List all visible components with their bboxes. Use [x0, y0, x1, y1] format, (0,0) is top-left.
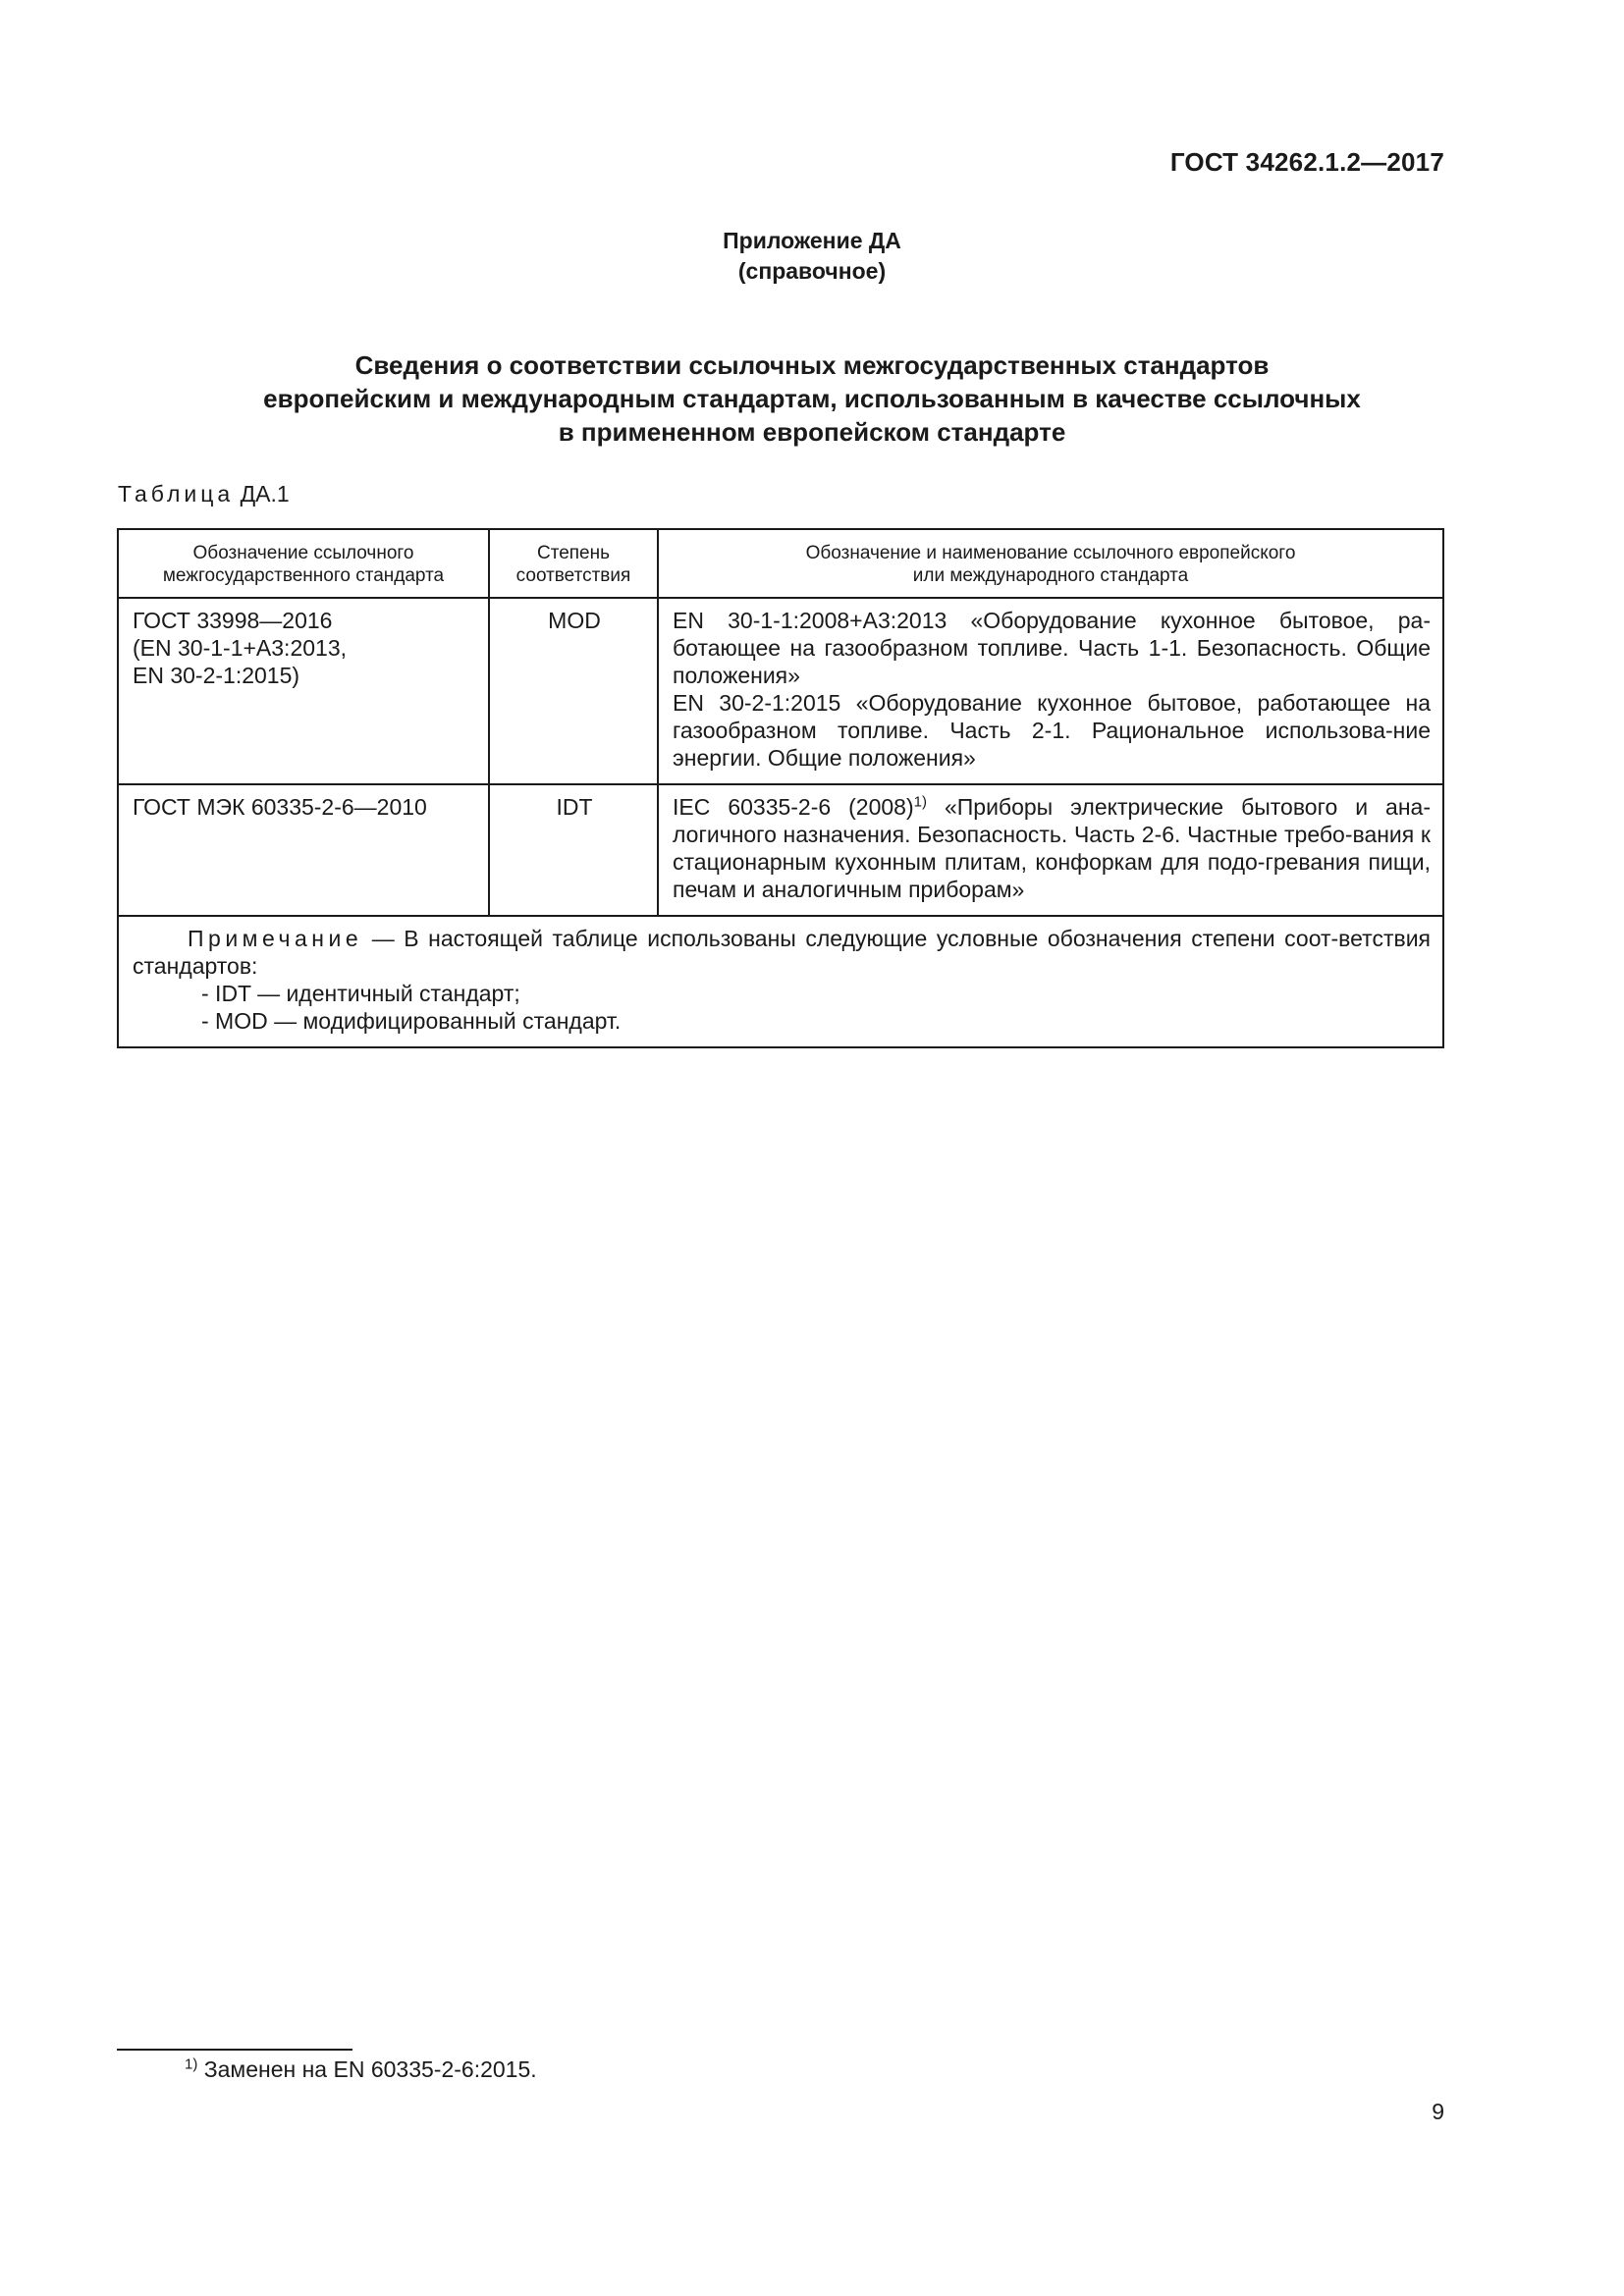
table-header-row [118, 529, 1443, 598]
note-text: — В настоящей таблице использованы следующие условные обозначения степени соот-ветствия стандартов: [133, 926, 1431, 979]
standard-line: ГОСТ МЭК 60335-2-6—2010 [133, 794, 427, 820]
cell-standard [118, 598, 489, 784]
annex-heading [0, 226, 1624, 287]
document-title [0, 348, 1624, 449]
description-prefix: IEC 60335-2-6 (2008) [673, 794, 914, 820]
note-list-item: - IDT — идентичный стандарт; [201, 981, 520, 1006]
correspondence-table [117, 528, 1444, 1048]
document-title-line: Сведения о соответствии ссылочных межгосударственных стандартов [354, 350, 1270, 380]
standard-code-header: ГОСТ 34262.1.2—2017 [1169, 147, 1444, 177]
table-row [118, 598, 1443, 784]
header-line: или международного стандарта [912, 565, 1189, 586]
footnote [185, 2056, 537, 2083]
standard-line: EN 30-2-1:2015) [133, 663, 300, 688]
cell-degree: MOD [489, 598, 658, 784]
cell-description [658, 784, 1443, 916]
header-degree [489, 529, 658, 598]
header-reference-standard [658, 529, 1443, 598]
footnote-divider [117, 2049, 352, 2051]
table-caption-number: ДА.1 [240, 481, 290, 507]
standard-line: ГОСТ 33998—2016 [133, 608, 333, 633]
description-paragraph: EN 30-1-1:2008+A3:2013 «Оборудование кухонное бытовое, ра-ботающее на газообразном топливе. Часть 1-1. Безопасность. Общие положения» [673, 608, 1431, 688]
standard-line: (EN 30-1-1+A3:2013, [133, 635, 347, 661]
cell-degree: IDT [489, 784, 658, 916]
page-number: 9 [1432, 2099, 1444, 2124]
annex-title: Приложение ДА [723, 228, 901, 253]
header-line: межгосударственного стандарта [162, 565, 445, 586]
header-line: Обозначение ссылочного [192, 543, 414, 563]
header-standard-designation [118, 529, 489, 598]
document-title-line: в примененном европейском стандарте [558, 417, 1066, 447]
cell-description [658, 598, 1443, 784]
note-list-item: - MOD — модифицированный стандарт. [201, 1008, 622, 1034]
table-caption-label: Таблица [118, 481, 235, 507]
table-caption [118, 481, 290, 507]
document-title-line: европейским и международным стандартам, использованным в качестве ссылочных [263, 384, 1361, 413]
note-paragraph [133, 925, 1431, 980]
table-note [118, 916, 1443, 1047]
note-label: Примечание [188, 926, 363, 951]
description-text: «Приборы электрические бытового и ана-логичного назначения. Безопасность. Часть 2-6. Частные требо-вания к стационарным кухонным плитам, конфоркам для подо-гревания пищи, печам и аналогичным приборам» [673, 794, 1432, 902]
annex-subtitle: (справочное) [737, 258, 887, 284]
cell-standard [118, 784, 489, 916]
header-line: соответствия [515, 565, 631, 586]
footnote-reference[interactable]: 1) [913, 793, 927, 811]
header-line: Обозначение и наименование ссылочного европейского [805, 543, 1296, 563]
footnote-mark: 1) [185, 2056, 198, 2073]
table-note-row [118, 916, 1443, 1047]
description-paragraph: EN 30-2-1:2015 «Оборудование кухонное бытовое, работающее на газообразном топливе. Часть 2-1. Рациональное использова-ние энергии. Общие положения» [673, 690, 1431, 771]
header-line: Степень [536, 543, 611, 563]
footnote-text: Заменен на EN 60335-2-6:2015. [203, 2056, 537, 2082]
table-row [118, 784, 1443, 916]
